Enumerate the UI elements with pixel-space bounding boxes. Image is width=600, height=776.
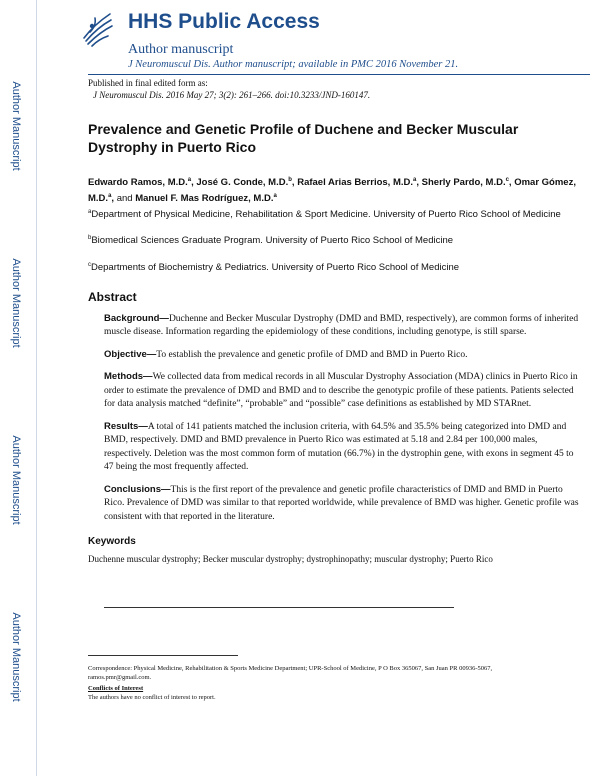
author: Edwardo Ramos, M.D.$^a$ [88,177,192,189]
affiliation: $^c$Departments of Biochemistry & Pediatrics. University of Puerto Rico School of Medicine [88,261,460,273]
affiliation: $^b$Biomedical Sciences Graduate Program. University of Puerto Rico School of Medicine [88,235,454,247]
author: Manuel F. Mas Rodríguez, M.D.$^a$ [135,192,277,204]
affiliation: $^a$Department of Physical Medicine, Rehabilitation & Sport Medicine. University of Puerto Rico School of Medicine [88,209,561,221]
article-title: Prevalence and Genetic Profile of Duchene and Becker Muscular Dystrophy in Puerto Rico [88,121,519,155]
publication-line: Published in final edited form as: [88,78,208,88]
keywords-list: Duchenne muscular dystrophy; Becker muscular dystrophy; dystrophinopathy; muscular dystrophy; Puerto Rico [88,554,493,565]
keywords-rule [104,607,454,608]
abstract-objective: Objective—To establish the prevalence and genetic profile of DMD and BMD in Puerto Rico. [104,348,468,360]
publication-info [88,77,370,101]
author: Sherly Pardo, M.D.$^c$ [421,177,509,189]
sidebar-label: Author Manuscript [10,81,22,171]
sidebar-label: Author Manuscript [10,612,22,702]
abstract-heading: Abstract [88,289,137,304]
article-body [88,120,580,565]
correspondence: Correspondence: Physical Medicine, Rehabilitation & Sports Medicine Department; UPR-School of Medicine, P O Box 365067, San Juan PR 00936-5067, ramos.pmr@gmail.com. [88,665,493,681]
abstract-methods: Methods—We collected data from medical records in all Muscular Dystrophy Association (MDA) clinics in Puerto Rico in order to estimate the prevalence of DMD and BMD and to describe the genotypic profile of these patients. Patients selected for data analysis matched “definite”, “probable” and “possible” case definitions as established by MD STARnet. [104,371,578,410]
abstract-background: Background—Duchenne and Becker Muscular Dystrophy (DMD and BMD, respectively), are common forms of inherited muscle disease. Information regarding the epidemiology of these conditions, including genotype, is still sparse. [104,312,579,338]
footnotes [88,665,540,702]
header-rule [88,74,590,75]
sidebar-label: Author Manuscript [10,435,22,525]
author: Omar Gómez, M.D.$^a$ [88,177,576,204]
hhs-eagle-logo-icon [78,8,114,48]
header-citation: J Neuromuscul Dis. Author manuscript; available in PMC 2016 November 21. [128,59,459,70]
author: Rafael Arias Berrios, M.D.$^a$ [297,177,417,189]
abstract-results: Results—A total of 141 patients matched the inclusion criteria, with 64.5% and 35.5% being categorized into DMD and BMD, respectively. DMD and BMD prevalence in Puerto Rico was estimated at 5.18 and 2.84 per 100,000 males, respectively. Deletion was the most common form of mutation (66.7%) in the dystrophin gene, with exons in segment 45 to 47 being the most frequently affected. [104,420,574,473]
conflicts-text: The authors have no conflict of interest to report. [88,693,216,701]
footnote-rule [88,655,238,656]
sidebar-label: Author Manuscript [10,258,22,348]
publication-citation: J Neuromuscul Dis. 2016 May 27; 3(2): 261–266. doi:10.3233/JND-160147. [93,90,371,100]
hhs-header [78,8,580,70]
header-title: HHS Public Access [128,10,320,33]
margin-rule [36,0,37,776]
author: José G. Conde, M.D.$^b$ [196,177,292,189]
conflicts-heading: Conflicts of Interest [88,685,144,692]
abstract-conclusions: Conclusions—This is the first report of the prevalence and genetic profile characteristics of DMD and BMD in Puerto Rico. Prevalence of DMD was similar to that reported worldwide, while prevalence of BMD was higher. Genetic profile was consistent with that reported in the literature. [104,483,579,522]
author-list: Edwardo Ramos, M.D.$^a$, José G. Conde, M.D.$^b$, Rafael Arias Berrios, M.D.$^a$, Sherly Pardo, M.D.$^c$, Omar Gómez, M.D.$^a$, and Manuel F. Mas Rodríguez, M.D.$^a$ [88,177,576,204]
header-subtitle: Author manuscript [128,42,234,57]
keywords-heading: Keywords [88,536,136,548]
